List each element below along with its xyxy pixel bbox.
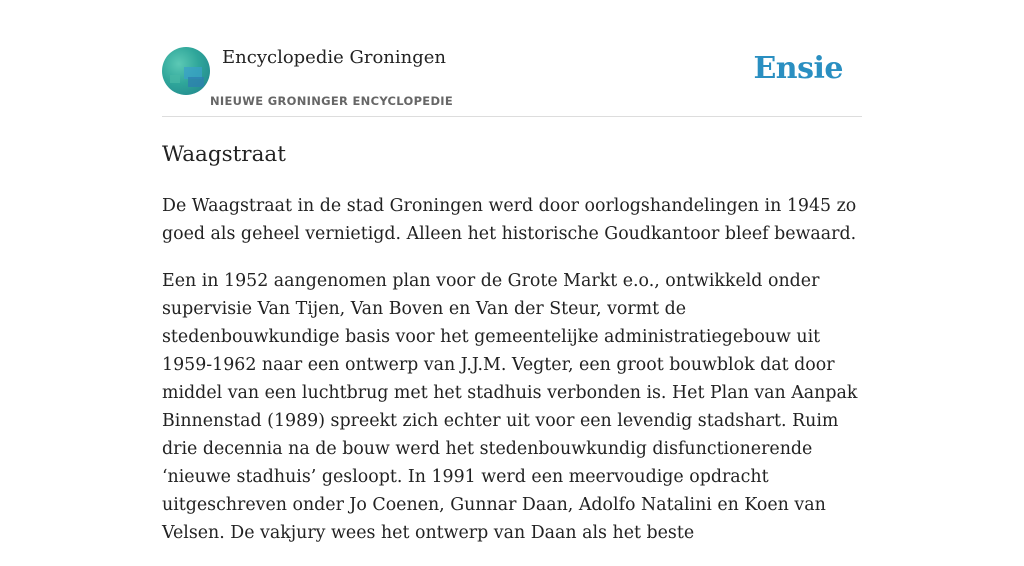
site-header — [162, 0, 862, 117]
article-title: Waagstraat — [162, 142, 286, 167]
site-title[interactable]: Encyclopedie Groningen — [222, 47, 447, 68]
site-subtitle: NIEUWE GRONINGER ENCYCLOPEDIE — [210, 94, 454, 108]
article-paragraph: De Waagstraat in de stad Groningen werd door oorlogshandelingen in 1945 zo goed als geheel vernietigd. Alleen het historische Goudkantoor bleef bewaard. — [162, 196, 857, 244]
article-body — [162, 192, 862, 566]
page-container — [162, 0, 862, 543]
brand-logo[interactable]: Ensie — [753, 51, 843, 86]
site-logo-icon[interactable] — [162, 47, 210, 95]
article-paragraph: Een in 1952 aangenomen plan voor de Grote Markt e.o., ontwikkeld onder supervisie Van Tijen, Van Boven en Van der Steur, vormt de stedenbouwkundige basis voor het gemeentelijke administratiegebouw uit 1959-1962 naar een ontwerp van J.J.M. Vegter, een groot bouwblok dat door middel van een luchtbrug met het stadhuis verbonden is. Het Plan van Aanpak Binnenstad (1989) spreekt zich echter uit voor een levendig stadshart. Ruim drie decennia na de bouw werd het stedenbouwkundig disfunctionerende ‘nieuwe stadhuis’ gesloopt. In 1991 werd een meervoudige opdracht uitgeschreven onder Jo Coenen, Gunnar Daan, Adolfo Natalini en Koen van Velsen. De vakjury wees het ontwerp van Daan als het beste — [162, 271, 858, 543]
